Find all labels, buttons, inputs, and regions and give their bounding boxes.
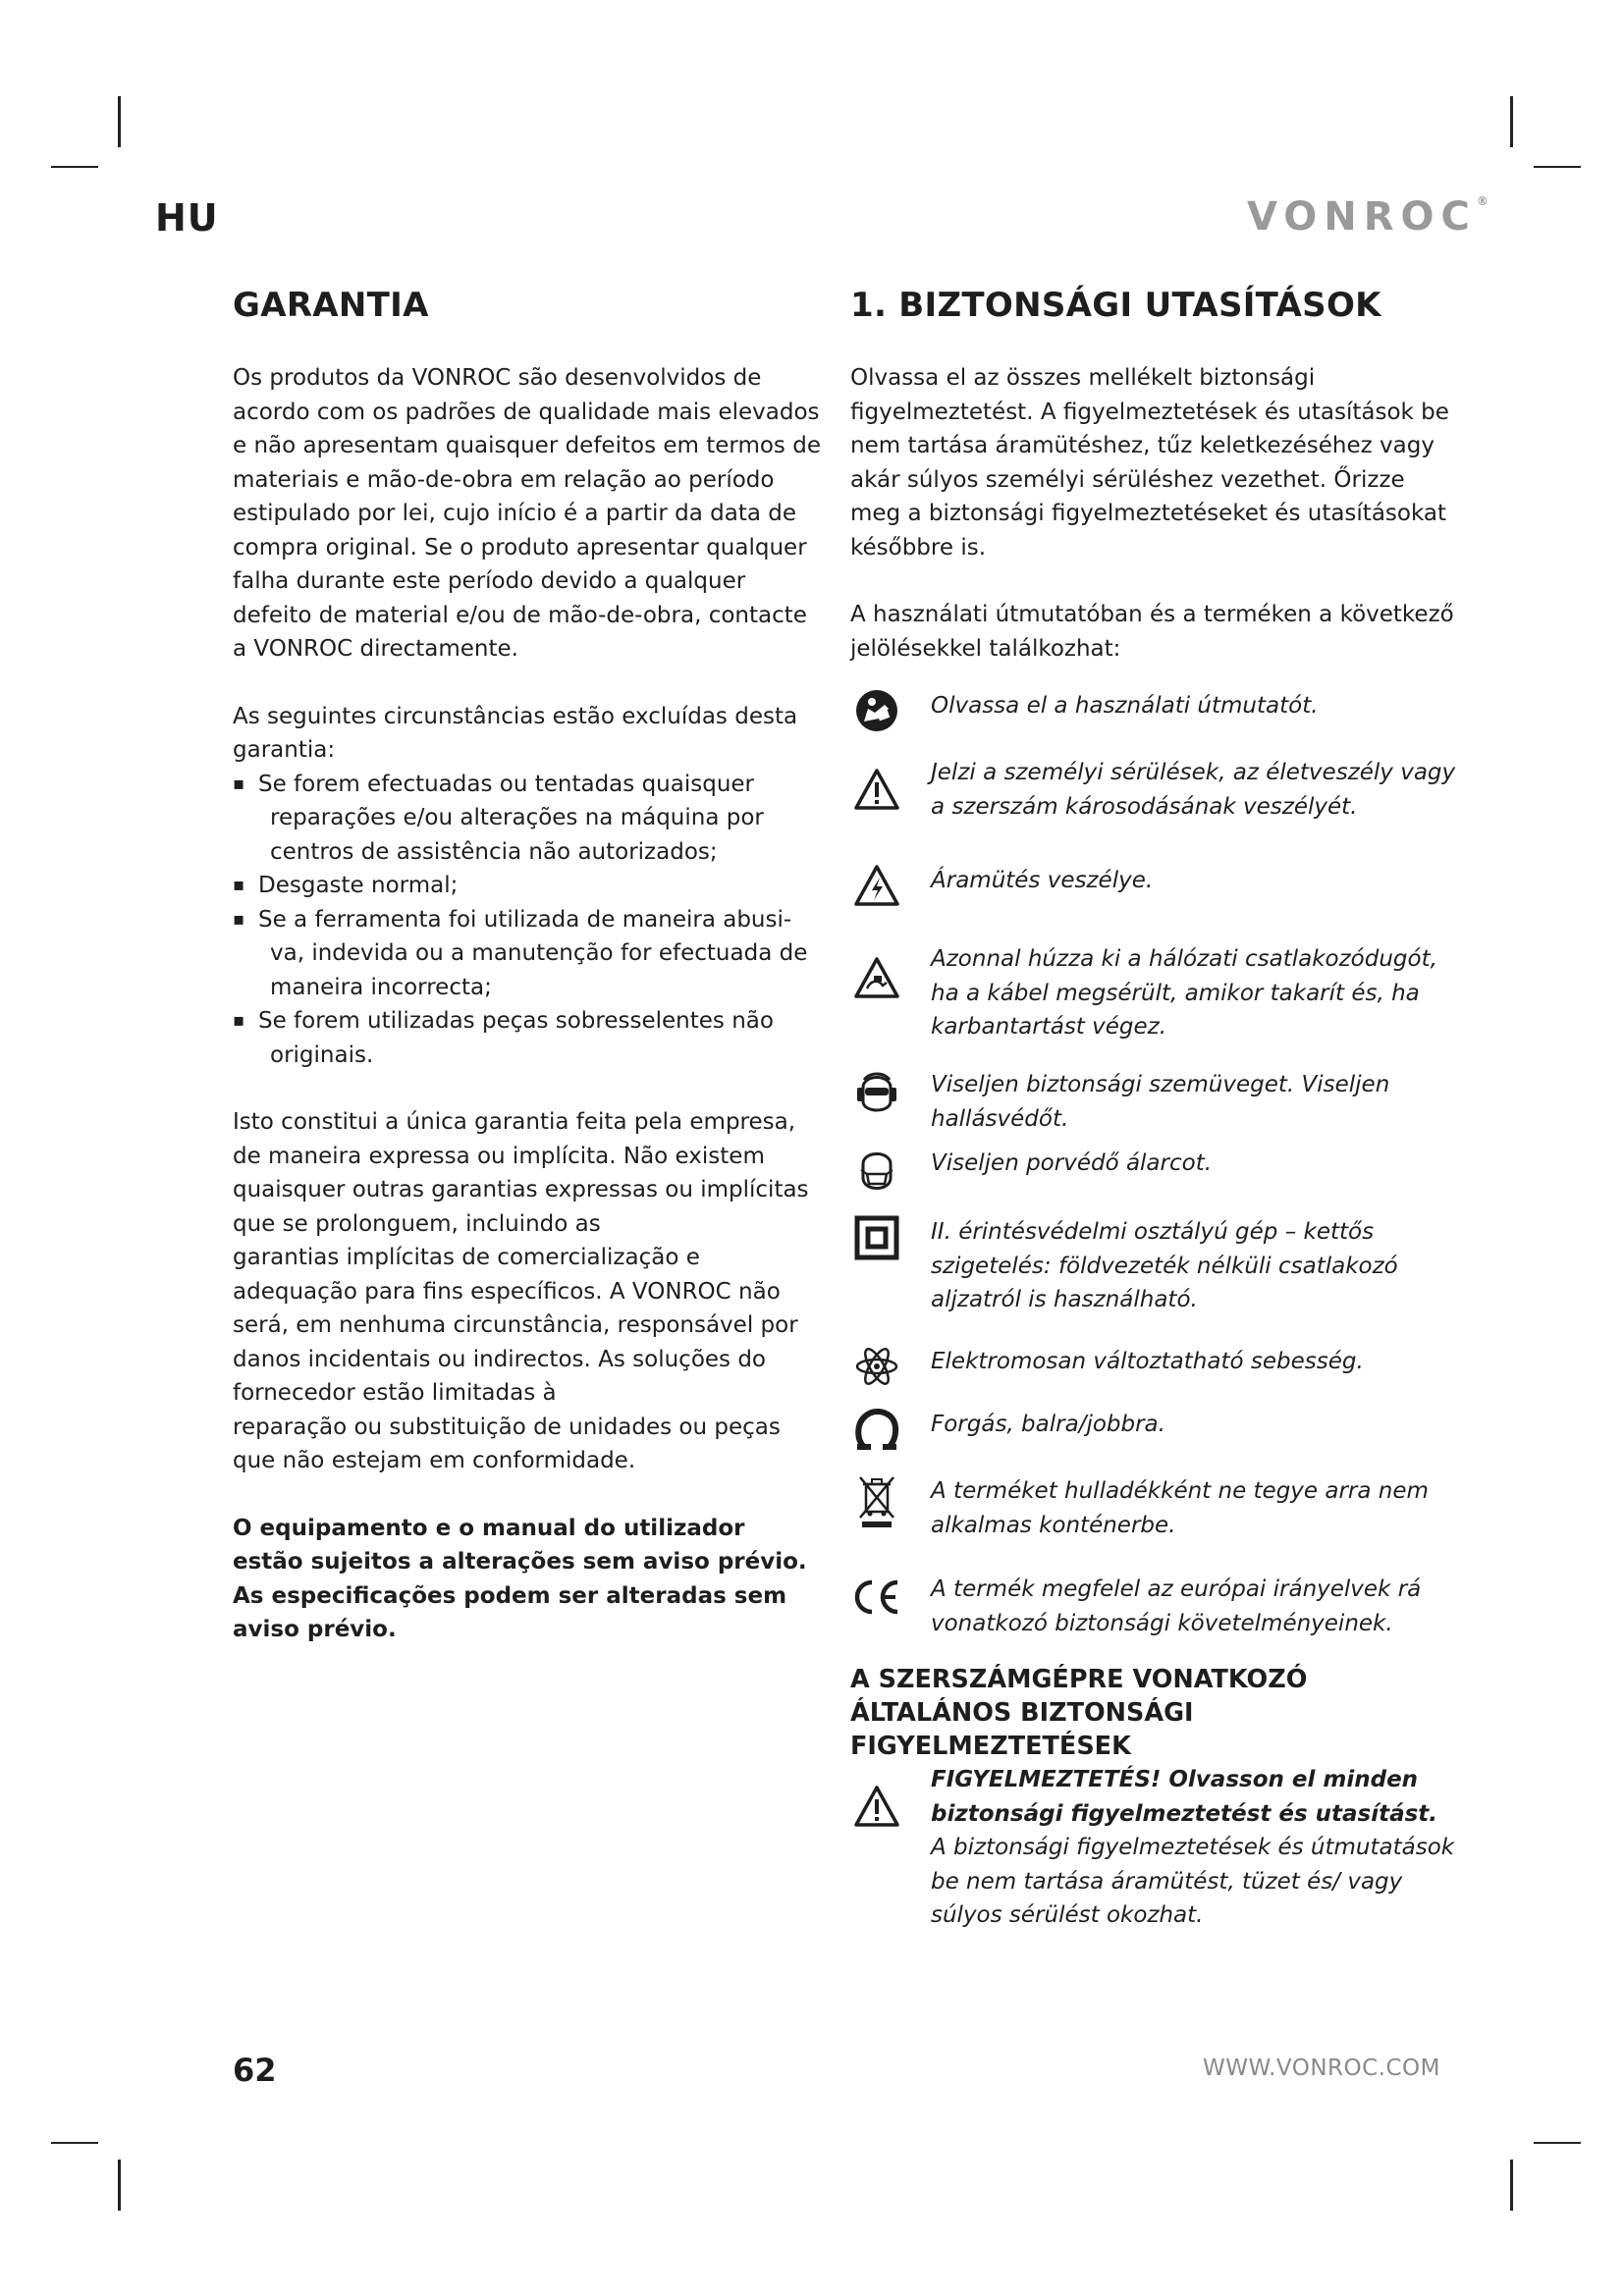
crop-mark bbox=[118, 2160, 121, 2211]
page-number: 62 bbox=[233, 2052, 277, 2089]
list-item bbox=[233, 869, 822, 903]
safety-intro: Olvassa el az összes mellékelt biztonsági figyelmeztetést. A figyelmeztetések és utasítások be nem tartása áramütéshez, tűz keletkezéséhez vagy akár súlyos személyi sérüléshez vezethet. Őrizze meg a biztonsági figyelmeztetéseket és utasításokat későbbre is. bbox=[850, 365, 1449, 561]
website-url: WWW.VONROC.COM bbox=[1203, 2056, 1440, 2081]
brand-mark: ® bbox=[1476, 194, 1489, 208]
brand-logo bbox=[1247, 194, 1489, 240]
brand-name: VONROC bbox=[1247, 194, 1477, 240]
safety-title: 1. BIZTONSÁGI UTASÍTÁSOK bbox=[850, 286, 1381, 325]
warranty-column bbox=[233, 285, 822, 1647]
exclusion-rest: reparações e/ou alterações na máquina por centros de assistência não autorizados; bbox=[270, 805, 764, 865]
exclusion-first: Desgaste normal; bbox=[258, 873, 459, 898]
crop-mark bbox=[1534, 166, 1581, 168]
warranty-intro: Os produtos da VONROC são desenvolvidos de acordo com os padrões de qualidade mais elevados e não apresentam quaisquer defeitos em termos de materiais e mão-de-obra em relação ao período estipulado por lei, cujo início é a partir da data de compra original. Se o produto apresentar qualquer falha durante este período devido a qualquer defeito de material e/ou de mão-de-obra, contacte a VONROC directamente. bbox=[233, 365, 821, 662]
list-item bbox=[233, 1004, 822, 1072]
symbol-text: Jelzi a személyi sérülések, az életveszély vagy a szerszám károsodásának veszélyét. bbox=[931, 760, 1456, 820]
symbol-text: Viseljen biztonsági szemüveget. Viseljen hallásvédőt. bbox=[931, 1072, 1390, 1132]
dust-mask-icon bbox=[850, 1147, 903, 1196]
symbol-text: Olvassa el a használati útmutatót. bbox=[931, 693, 1319, 719]
warning-bold-text: FIGYELMEZTETÉS! Olvasson el minden biztonsági figyelmeztetést és utasítást. bbox=[931, 1767, 1438, 1827]
exclusions-intro: As seguintes circunstâncias estão excluídas desta garantia: bbox=[233, 703, 798, 763]
symbol-text: Forgás, balra/jobbra. bbox=[931, 1412, 1165, 1437]
language-code: HU bbox=[155, 196, 219, 240]
exclusion-first: Se a ferramenta foi utilizada de maneira abusi- bbox=[258, 906, 792, 933]
symbol-row bbox=[850, 1215, 1459, 1345]
general-warning-text bbox=[931, 1763, 1459, 1933]
symbol-row bbox=[850, 689, 1459, 756]
variable-speed-icon bbox=[850, 1345, 903, 1388]
symbol-text: II. érintésvédelmi osztályú gép – kettős szigetelés: földvezeték nélküli csatlakozó aljzatról is használható. bbox=[931, 1219, 1398, 1312]
exclusion-rest: originais. bbox=[270, 1041, 374, 1068]
general-warning-row bbox=[850, 1763, 1459, 1933]
rotation-direction-icon bbox=[850, 1408, 903, 1453]
symbol-text: A termék megfelel az európai irányelvek rá vonatkozó biztonsági követelményeinek. bbox=[931, 1576, 1422, 1636]
ce-mark-icon bbox=[850, 1573, 903, 1616]
symbol-row bbox=[850, 1474, 1459, 1573]
weee-bin-icon bbox=[850, 1474, 903, 1529]
double-insulation-icon bbox=[850, 1215, 903, 1260]
warning-triangle-icon bbox=[850, 756, 903, 811]
symbol-text: A terméket hulladékként ne tegye arra nem alkalmas konténerbe. bbox=[931, 1478, 1429, 1538]
exclusion-first: Se forem utilizadas peças sobresselentes não bbox=[258, 1008, 774, 1034]
symbol-row bbox=[850, 1408, 1459, 1474]
crop-mark bbox=[51, 166, 98, 168]
crop-mark bbox=[1510, 96, 1513, 147]
safety-column bbox=[850, 285, 1459, 1933]
unplug-warning-icon bbox=[850, 942, 903, 999]
symbols-intro: A használati útmutatóban és a terméken a következő jelölésekkel találkozhat: bbox=[850, 602, 1454, 662]
exclusion-rest: va, indevida ou a manutenção for efectuada de maneira incorrecta; bbox=[270, 940, 808, 1000]
crop-mark bbox=[51, 2142, 98, 2144]
disclaimer-part-2: garantias implícitas de comercialização e adequação para fins específicos. A VONROC não será, em nenhuma circunstância, responsável por danos incidentais ou indirectos. As soluções do fornecedor estão limitadas à bbox=[233, 1245, 798, 1406]
symbol-text: Áramütés veszélye. bbox=[931, 868, 1154, 893]
disclaimer-part-1: Isto constitui a única garantia feita pela empresa, de maneira expressa ou implícita. Não existem quaisquer outras garantias expressas ou implícitas que se prolonguem, incluindo as bbox=[233, 1109, 809, 1237]
read-manual-icon bbox=[850, 689, 903, 732]
list-item bbox=[233, 768, 822, 870]
change-notice: O equipamento e o manual do utilizador estão sujeitos a alterações sem aviso prévio. As especificações podem ser alteradas sem aviso prévio. bbox=[233, 1515, 807, 1642]
electric-shock-icon bbox=[850, 864, 903, 907]
warning-triangle-icon bbox=[850, 1763, 903, 1828]
crop-mark bbox=[118, 96, 121, 147]
list-item bbox=[233, 903, 822, 1005]
crop-mark bbox=[1534, 2142, 1581, 2144]
general-warnings-title: A SZERSZÁMGÉPRE VONATKOZÓ ÁLTALÁNOS BIZTONSÁGI FIGYELMEZTETÉSEK bbox=[850, 1665, 1308, 1761]
symbol-text: Azonnal húzza ki a hálózati csatlakozódugót, ha a kábel megsérült, amikor takarít és, ha karbantartást végez. bbox=[931, 946, 1437, 1040]
disclaimer-part-3: reparação ou substituição de unidades ou peças que não estejam em conformidade. bbox=[233, 1414, 781, 1473]
crop-mark bbox=[1510, 2160, 1513, 2211]
symbol-text: Elektromosan változtatható sebesség. bbox=[931, 1349, 1364, 1374]
symbol-row bbox=[850, 1573, 1459, 1663]
exclusions-list bbox=[233, 768, 822, 1073]
symbol-row bbox=[850, 1068, 1459, 1147]
symbol-row bbox=[850, 1147, 1459, 1215]
symbol-row bbox=[850, 1345, 1459, 1408]
symbol-row bbox=[850, 864, 1459, 942]
exclusion-first: Se forem efectuadas ou tentadas quaisquer bbox=[258, 771, 755, 797]
symbol-row bbox=[850, 756, 1459, 864]
warranty-title: GARANTIA bbox=[233, 286, 429, 325]
goggles-ear-protection-icon bbox=[850, 1068, 903, 1117]
symbol-row bbox=[850, 942, 1459, 1068]
warning-body-text: A biztonsági figyelmeztetések és útmutatások be nem tartása áramütést, tüzet és/ vagy súlyos sérülést okozhat. bbox=[931, 1835, 1455, 1928]
symbol-text: Viseljen porvédő álarcot. bbox=[931, 1150, 1213, 1176]
